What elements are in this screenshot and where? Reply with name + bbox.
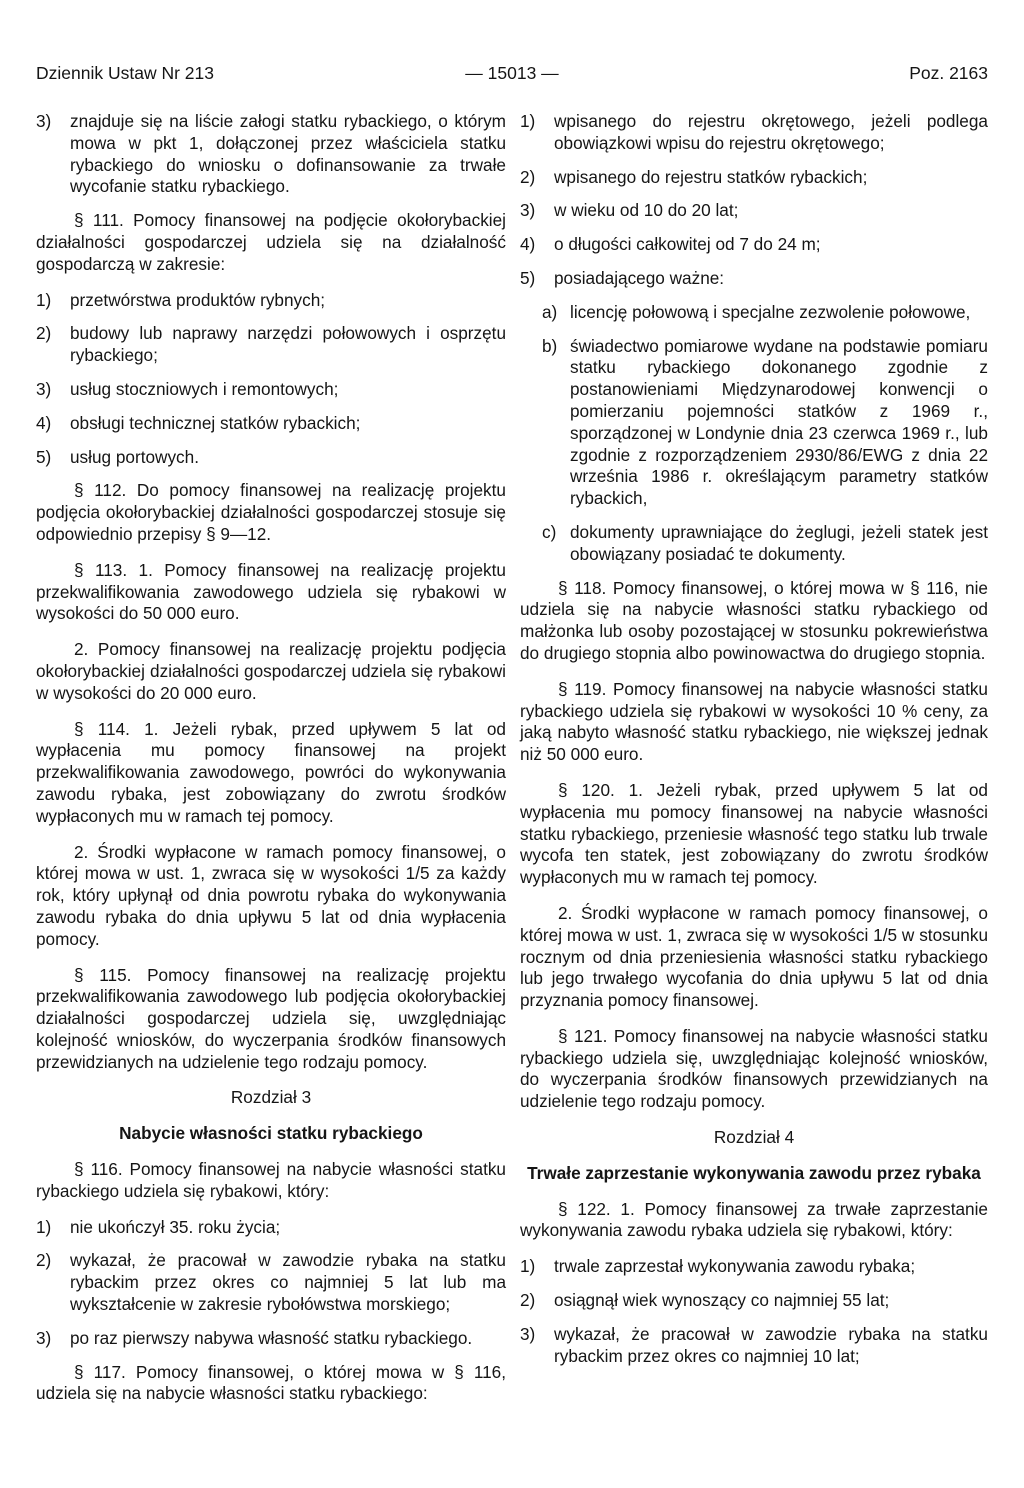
list-item: 2) wpisanego do rejestru statków rybackich; xyxy=(520,166,868,187)
sub-list-item: c) dokumenty uprawniające do żeglugi, jeżeli statek jest obowiązany posiadać te dokumenty. xyxy=(542,521,988,564)
list-item: 1) przetwórstwa produktów rybnych; xyxy=(36,289,326,310)
paragraph-120-1: § 120. 1. Jeżeli rybak, przed upływem 5 lat od wypłacenia mu pomocy finansowej na nabycie własności statku rybackiego, przeniesie własność tego statku lub trwale wycofa ten statek, jest zobowiązany do zwrotu środków wypłaconych mu w ramach tej pomocy. xyxy=(520,779,988,888)
chapter-3-label: Rozdział 3 xyxy=(230,1087,312,1108)
right-column xyxy=(520,111,988,1379)
page-header xyxy=(36,61,988,85)
chapter-4-title: Trwałe zaprzestanie wykonywania zawodu przez rybaka xyxy=(527,1162,981,1183)
paragraph-114-2: 2. Środki wypłacone w ramach pomocy finansowej, o której mowa w ust. 1, zwraca się w wysokości 1/5 za każdy rok, który upłynął od dnia powrotu rybaka do wykonywania zawodu rybaka do dnia upływu 5 lat od dnia wypłacenia pomocy. xyxy=(36,841,506,949)
paragraph-114-1: § 114. 1. Jeżeli rybak, przed upływem 5 lat od wypłacenia mu pomocy finansowej na projekt przekwalifikowania zawodowego, powróci do wykonywania zawodu rybaka, jest zobowiązany do zwrotu środków wypłaconych mu w ramach tej pomocy. xyxy=(36,718,506,826)
paragraph-112: § 112. Do pomocy finansowej na realizację projektu podjęcia okołorybackiej działalności gospodarczej stosuje się odpowiednio przepisy § 9—12. xyxy=(36,480,506,544)
list-item: 5) usług portowych. xyxy=(36,446,199,467)
paragraph-122: § 122. 1. Pomocy finansowej za trwałe zaprzestanie wykonywania zawodu rybaka udziela się rybakowi, który: xyxy=(520,1198,988,1241)
list-item: 3) wykazał, że pracował w zawodzie rybaka na statku rybackim przez okres co najmniej 10 lat; xyxy=(520,1323,988,1366)
chapter-3-title: Nabycie własności statku rybackiego xyxy=(119,1123,423,1144)
paragraph-121: § 121. Pomocy finansowej na nabycie własności statku rybackiego udziela się, uwzględniając kolejność wniosków, do wyczerpania środków finansowych przewidzianych na udzielenie tego rodzaju pomocy. xyxy=(520,1025,988,1112)
sub-list-item: b) świadectwo pomiarowe wydane na podstawie pomiaru statku rybackiego dokonanego zgodnie z postanowieniami Międzynarodowej konwencji o pomierzaniu pojemności statków z 1969 r., sporządzonej w Londynie dnia 23 czerwca 1969 r., lub zgodnie z rozporządzeniem 2930/86/EWG z dnia 22 września 1986 r. określającym parametry statków rybackich, xyxy=(542,335,988,509)
page-number: — 15013 — xyxy=(465,63,559,83)
paragraph-111: § 111. Pomocy finansowej na podjęcie okołorybackiej działalności gospodarczej udziela się na działalność gospodarczą w zakresie: xyxy=(36,210,506,274)
list-item: 1) nie ukończył 35. roku życia; xyxy=(36,1216,281,1237)
journal-title: Dziennik Ustaw Nr 213 xyxy=(36,63,214,83)
list-item: 3) usług stoczniowych i remontowych; xyxy=(36,378,339,399)
sub-list-item: a) licencję połowową i specjalne zezwolenie połowowe, xyxy=(542,301,971,322)
list-item: 2) budowy lub naprawy narzędzi połowowych i osprzętu rybackiego; xyxy=(36,323,506,366)
list-item: 1) trwale zaprzestał wykonywania zawodu rybaka; xyxy=(520,1256,916,1277)
list-item: 4) o długości całkowitej od 7 do 24 m; xyxy=(520,234,821,255)
list-item: 1) wpisanego do rejestru okrętowego, jeżeli podlega obowiązkowi wpisu do rejestru okrętowego; xyxy=(520,111,988,153)
paragraph-119: § 119. Pomocy finansowej na nabycie własności statku rybackiego udziela się rybakowi w wysokości 10 % ceny, za jaką nabyto własność statku rybackiego, nie większej jednak niż 50 000 euro. xyxy=(520,678,988,765)
paragraph-115: § 115. Pomocy finansowej na realizację projektu przekwalifikowania zawodowego lub podjęcia okołorybackiej działalności gospodarczej udziela się, uwzględniając kolejność wniosków, do wyczerpania środków finansowych przewidzianych na udzielenie tego rodzaju pomocy. xyxy=(36,964,506,1072)
list-item: 4) obsługi technicznej statków rybackich; xyxy=(36,412,361,433)
list-item: 2) wykazał, że pracował w zawodzie rybaka na statku rybackim przez okres co najmniej 5 lat lub ma wykształcenie w zakresie rybołówstwa morskiego; xyxy=(36,1250,506,1315)
paragraph-116: § 116. Pomocy finansowej na nabycie własności statku rybackiego udziela się rybakowi, który: xyxy=(36,1159,506,1201)
paragraph-113-1: § 113. 1. Pomocy finansowej na realizację projektu przekwalifikowania zawodowego udziela się rybakowi w wysokości do 50 000 euro. xyxy=(36,559,506,624)
position-number: Poz. 2163 xyxy=(909,63,988,83)
list-item: 3) znajduje się na liście załogi statku rybackiego, o którym mowa w pkt 1, dołączonej przez właściciela statku rybackiego do wniosku o dofinansowanie za trwałe wycofanie statku rybackiego. xyxy=(36,111,506,197)
left-column xyxy=(36,111,506,1419)
chapter-4-label: Rozdział 4 xyxy=(713,1127,795,1148)
list-item: 3) w wieku od 10 do 20 lat; xyxy=(520,200,739,221)
paragraph-117: § 117. Pomocy finansowej, o której mowa w § 116, udziela się na nabycie własności statku rybackiego: xyxy=(36,1361,506,1404)
paragraph-118: § 118. Pomocy finansowej, o której mowa w § 116, nie udziela się na nabycie własności statku rybackiego od małżonka lub osoby pozostającej w stosunku pokrewieństwa do drugiego stopnia albo powinowactwa do drugiego stopnia. xyxy=(520,577,988,663)
list-item: 5) posiadającego ważne: xyxy=(520,267,725,288)
paragraph-120-2: 2. Środki wypłacone w ramach pomocy finansowej, o której mowa w ust. 1, zwraca się w wysokości 1/5 w stosunku rocznym od dnia przeniesienia własności statku rybackiego lub jego trwałego wycofania do dnia upływu 5 lat od dnia przyznania pomocy finansowej. xyxy=(520,902,988,1011)
paragraph-113-2: 2. Pomocy finansowej na realizację projektu podjęcia okołorybackiej działalności gospodarczej udziela się rybakowi w wysokości do 20 000 euro. xyxy=(36,639,506,703)
list-item: 2) osiągnął wiek wynoszący co najmniej 55 lat; xyxy=(520,1290,890,1311)
list-item: 3) po raz pierwszy nabywa własność statku rybackiego. xyxy=(36,1327,473,1348)
